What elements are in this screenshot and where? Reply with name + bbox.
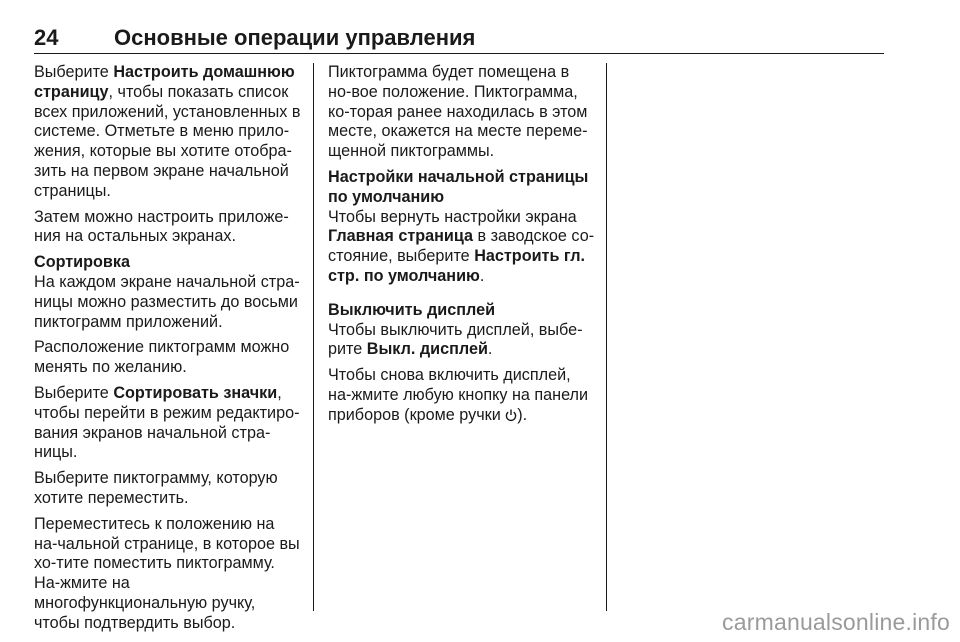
paragraph-reorder: Расположение пиктограмм можно менять по желанию. [34,338,290,377]
paragraph-eight-icons: На каждом экране начальной стра-ницы можно разместить до восьми пиктограмм приложений. [34,272,300,331]
paragraph-select-icon: Выберите пиктограмму, которую хотите переместить. [34,469,278,507]
left-column [34,63,302,640]
page-number: 24 [34,25,59,50]
column-divider-left [313,63,314,611]
section-heading-display-off: Выключить дисплей [328,300,496,319]
page-title: Основные операции управления [114,25,476,50]
menu-term-home-page: Главная страница [328,227,474,246]
paragraph-move-icon: Переместитесь к положению на на-чальной странице, в которое вы хо-тите поместить пиктограмму. На-жмите на многофункциональную ручку, чтобы подтвердить выбор. [34,514,300,632]
menu-term-display-off: Выкл. дисплей [366,340,488,359]
paragraph-sort-icons: Выберите Сортировать значки, чтобы перейти в режим редактиро-вания экранов начальной стра-ницы. [34,383,300,462]
section-heading-sorting: Сортировка [34,253,130,272]
paragraph-customize-home: Выберите Настроить домашнюю страницу, чтобы показать список всех приложений, установленных в системе. Отметьте в меню прило-жения, которые вы хотите отобра-зить на первом экране начальной страницы. [34,63,301,200]
section-heading-defaults: Настройки начальной страницы по умолчанию [328,167,589,206]
middle-column [328,63,596,432]
paragraph-icon-placed: Пиктограмма будет помещена в но-вое положение. Пиктограмма, ко-торая ранее находилась в этом месте, окажется на месте переме-щенной пиктограммы. [328,63,588,161]
menu-term-customize-home: Настроить домашнюю страницу [34,63,295,101]
page-header [34,23,884,54]
paragraph-display-on: Чтобы снова включить дисплей, на-жмите любую кнопку на панели приборов (кроме ручки ). [328,366,589,424]
paragraph-reset-defaults: Чтобы вернуть настройки экрана Главная страница в заводское со-стояние, выберите Настроить гл. стр. по умолчанию. [328,207,595,285]
menu-term-reset-home: Настроить гл. стр. по умолчанию [328,247,586,285]
paragraph-other-screens: Затем можно настроить приложе-ния на остальных экранах. [34,207,289,246]
watermark: carmanualsonline.info [722,609,950,635]
menu-term-sort-icons: Сортировать значки [113,383,278,402]
column-divider-right [606,63,607,611]
power-icon [505,408,517,422]
paragraph-display-off: Чтобы выключить дисплей, выбе-рите Выкл. дисплей. [328,320,583,359]
